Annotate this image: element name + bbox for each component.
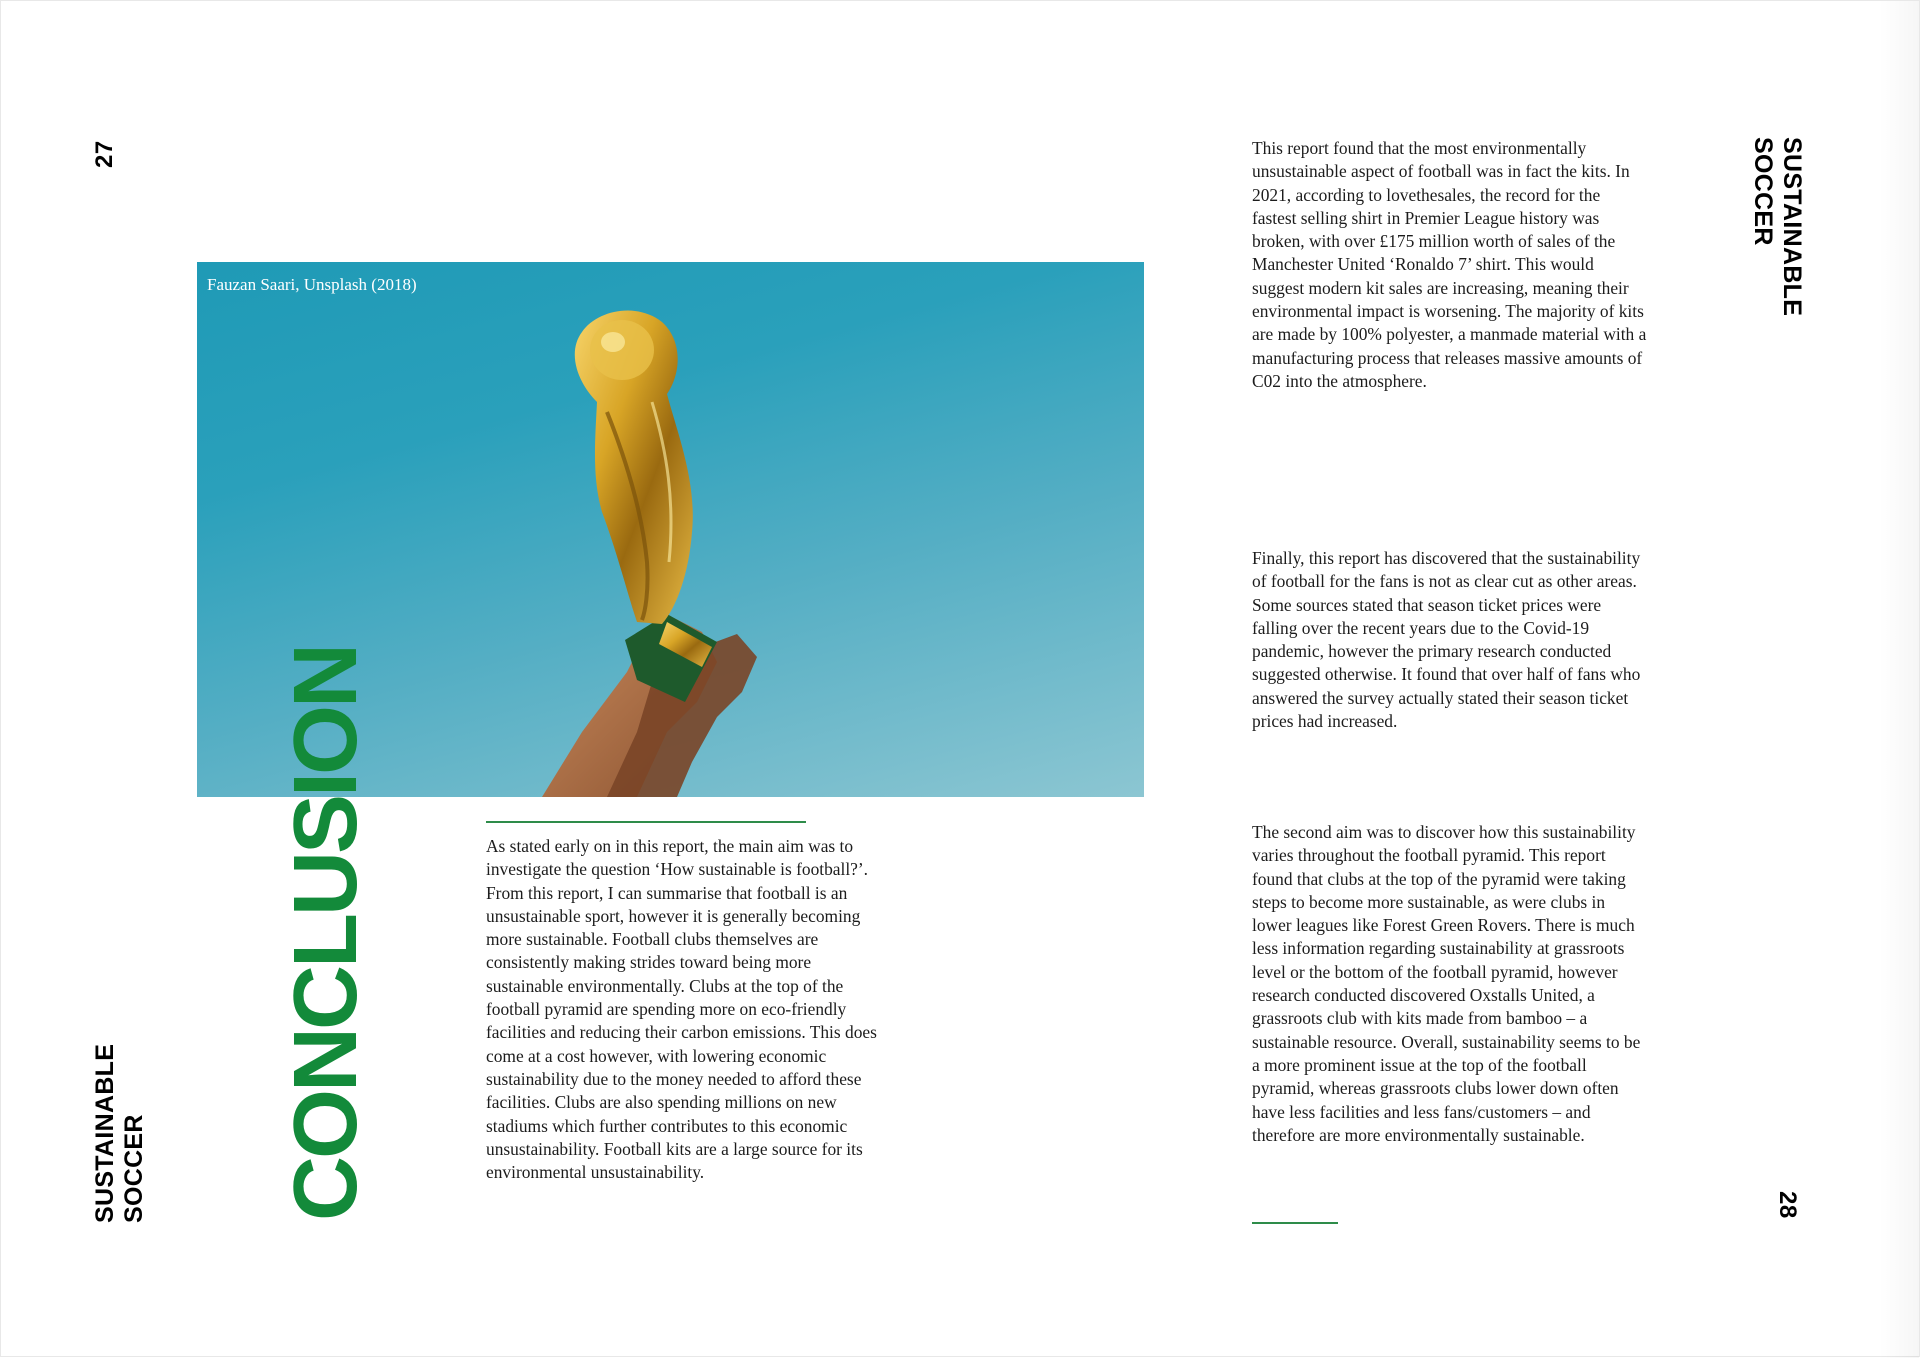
divider-rule (486, 821, 806, 823)
page-edge-shadow (1879, 1, 1919, 1358)
photo-caption: Fauzan Saari, Unsplash (2018) (207, 275, 417, 294)
left-brand-label (91, 1044, 149, 1223)
left-brand-line-1: SUSTAINABLE (91, 1043, 119, 1223)
right-brand-line-2: SOCCER (1749, 137, 1777, 246)
right-page-number: 28 (1774, 1191, 1801, 1219)
right-brand-line-1: SUSTAINABLE (1778, 137, 1806, 317)
section-heading: CONCLUSION (276, 646, 376, 1221)
pyramid-paragraph: The second aim was to discover how this sustainability varies throughout the football pyramid. This report found that clubs at the top of the pyramid were taking steps to become more sustainable, as were clubs in lower leagues like Forest Green Rovers. There is much less information regarding sustainability at grassroots level or the bottom of the football pyramid, however research conducted discovered Oxstalls United, a grassroots club with kits made from bamboo – a sustainable resource. Overall, sustainability seems to be a more prominent issue at the top of the football pyramid, whereas grassroots clubs lower down often have less facilities and less fans/customers – and therefore are more environmentally sustainable. (1252, 822, 1641, 1145)
left-page-number: 27 (91, 140, 118, 168)
right-brand-label (1748, 137, 1806, 316)
fans-paragraph: Finally, this report has discovered that the sustainability of football for the fans is not as clear cut as other areas. Some sources stated that season ticket prices were falling over the recent years due to the Covid-19 pandemic, however the primary research conducted suggested otherwise. It found that over half of fans who answered the survey actually stated their season ticket prices had increased. (1252, 548, 1641, 732)
conclusion-paragraph: As stated early on in this report, the main aim was to investigate the question ‘How sustainable is football?’. From this report, I can summarise that football is an unsustainable sport, however it is generally becoming more sustainable. Football clubs themselves are consistently making strides toward being more sustainable environmentally. Clubs at the top of the football pyramid are spending more on eco-friendly facilities and reducing their carbon emissions. This does come at a cost however, with lowering economic sustainability due to the money needed to afford these facilities. Clubs are also spending millions on new stadiums which further contributes to this economic unsustainability. Football kits are a large source for its environmental unsustainability. (486, 836, 877, 1183)
kits-paragraph: This report found that the most environmentally unsustainable aspect of football was in fact the kits. In 2021, according to lovethesales, the record for the fastest selling shirt in Premier League history was broken, with over £175 million worth of sales of the Manchester United ‘Ronaldo 7’ shirt. This would suggest modern kit sales are increasing, meaning their environmental impact is worsening. The majority of kits are made by 100% polyester, a manmade material with a manufacturing process that releases massive amounts of C02 into the atmosphere. (1252, 138, 1647, 391)
left-brand-line-2: SOCCER (120, 1114, 148, 1223)
divider-rule-end (1252, 1222, 1338, 1224)
